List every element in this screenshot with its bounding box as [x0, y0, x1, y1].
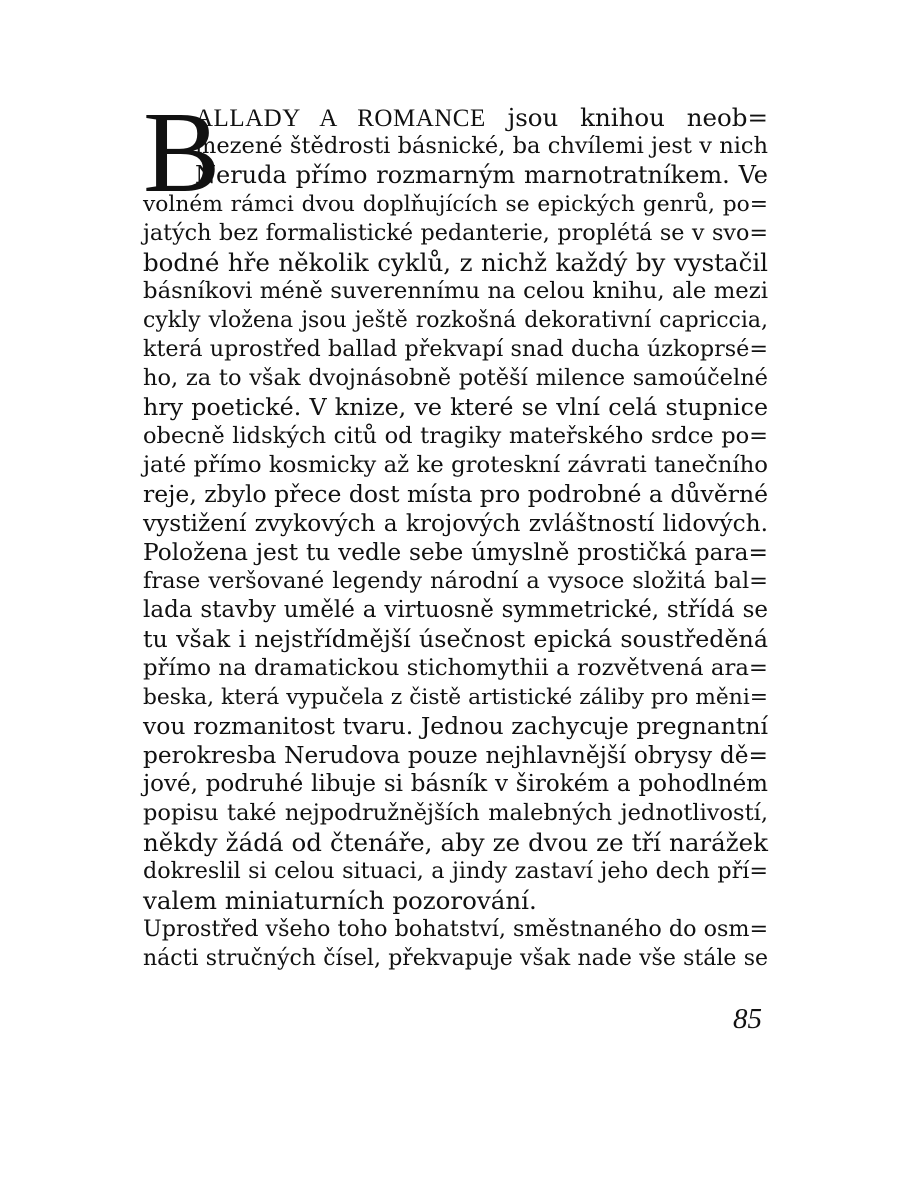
text-line: jaté přímo kosmicky až ke groteskní závrati tanečního	[143, 452, 768, 478]
text-line: jové, podruhé libuje si básník v širokém a pohodlném	[143, 771, 768, 797]
text-line: tu však i nejstřídmější úsečnost epická soustředěná	[143, 625, 768, 653]
text-line: někdy žádá od čtenáře, aby ze dvou ze tří narážek	[143, 828, 768, 857]
text-line: jatých bez formalistické pedanterie, proplétá se v svo=	[143, 220, 768, 246]
heading-smallcaps: ALLADY A ROMANCE	[195, 105, 486, 132]
text-line: perokresba Nerudova pouze nejhlavnější obrysy dě=	[143, 742, 768, 769]
text-line: frase veršované legendy národní a vysoce složitá bal=	[143, 568, 768, 594]
page-number: 85	[733, 1003, 762, 1035]
text-line: Uprostřed všeho toho bohatství, směstnaného do osm=	[143, 916, 769, 942]
text-line: mezené štědrosti básnické, ba chvílemi jest v nich	[195, 133, 768, 159]
text-line: valem miniaturních pozorování.	[143, 886, 537, 915]
line-text: jsou knihou neob=	[485, 103, 769, 132]
text-line: přímo na dramatickou stichomythii a rozvětvená ara=	[143, 655, 768, 681]
text-line: cykly vložena jsou ještě rozkošná dekorativní capriccia,	[143, 308, 768, 333]
text-line: dokreslil si celou situaci, a jindy zastaví jeho dech pří=	[143, 858, 768, 884]
text-line: ho, za to však dvojnásobně potěší milence samoúčelné	[143, 365, 768, 391]
text-line: Položena jest tu vedle sebe úmyslně prostičká para=	[143, 539, 768, 566]
text-line: popisu také nejpodružnějších malebných jednotlivostí,	[143, 800, 768, 826]
drop-cap: B	[143, 89, 221, 217]
text-line: Neruda přímo rozmarným marnotratníkem. Ve	[195, 161, 768, 189]
text-line: beska, která vypučela z čistě artistické záliby pro měni=	[143, 685, 768, 710]
text-line: reje, zbylo přece dost místa pro podrobné a důvěrné	[143, 480, 768, 508]
text-line: bodné hře několik cyklů, z nichž každý by vystačil	[143, 248, 768, 277]
text-line: obecně lidských citů od tragiky mateřského srdce po=	[143, 423, 768, 449]
text-line: nácti stručných čísel, překvapuje však nade vše stále se	[143, 946, 768, 971]
text-line: lada stavby umělé a virtuosně symmetrické, střídá se	[143, 597, 768, 623]
text-line: která uprostřed ballad překvapí snad ducha úzkoprsé=	[143, 336, 768, 362]
text-line: volném rámci dvou doplňujících se epických genrů, po=	[143, 192, 768, 217]
text-line: básníkovi méně suverennímu na celou knihu, ale mezi	[143, 278, 768, 304]
text-line: vou rozmanitost tvaru. Jednou zachycuje pregnantní	[143, 712, 768, 740]
text-line: hry poetické. V knize, ve které se vlní celá stupnice	[143, 393, 768, 421]
text-line: vystižení zvykových a krojových zvláštností lidových.	[143, 510, 768, 537]
text-line	[195, 103, 768, 132]
